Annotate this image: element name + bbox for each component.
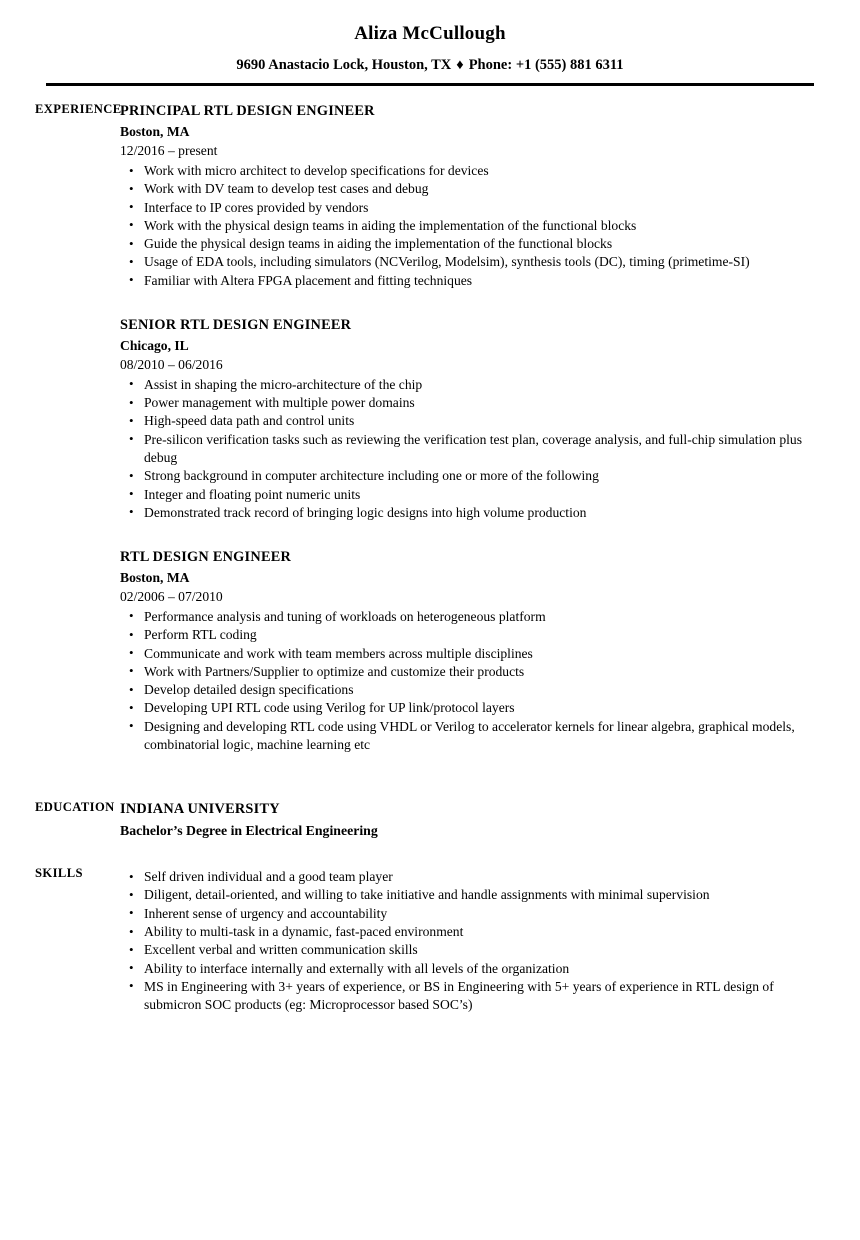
bullet-item: • Power management with multiple power domains [120, 394, 806, 412]
bullet-item: • Develop detailed design specifications [120, 681, 806, 699]
job-bullet-list [120, 376, 806, 522]
bullet-item: • Developing UPI RTL code using Verilog for UP link/protocol layers [120, 699, 806, 717]
section-label-column [0, 866, 120, 881]
bullet-item: • Work with DV team to develop test cases and debug [120, 180, 806, 198]
bullet-item: • Pre-silicon verification tasks such as reviewing the verification test plan, coverage analysis, and full-chip simulation plus debug [120, 431, 806, 468]
section-label-skills: SKILLS [35, 866, 83, 881]
experience-entry [120, 548, 806, 754]
bullet-item: • Usage of EDA tools, including simulators (NCVerilog, Modelsim), synthesis tools (DC), timing (primetime-SI) [120, 253, 806, 271]
bullet-item: • Perform RTL coding [120, 626, 806, 644]
experience-entries [120, 102, 860, 754]
education-entry [120, 800, 806, 840]
job-location: Boston, MA [120, 124, 190, 140]
bullet-item: • Designing and developing RTL code using VHDL or Verilog to accelerator kernels for linear algebra, graphical models, combinatorial logic, machine learning etc [120, 718, 806, 755]
diamond-separator-icon: ♦ [456, 56, 464, 73]
skills-entries [120, 866, 860, 1014]
section-skills [0, 866, 860, 1014]
bullet-item: • Excellent verbal and written communication skills [120, 941, 806, 959]
section-label-column [0, 800, 120, 815]
education-degree: Bachelor’s Degree in Electrical Engineering [120, 822, 378, 838]
education-entries [120, 800, 860, 840]
bullet-item: • Ability to interface internally and externally with all levels of the organization [120, 960, 806, 978]
section-label-education: EDUCATION [35, 800, 115, 815]
section-label-column [0, 102, 120, 117]
bullet-item: • MS in Engineering with 3+ years of experience, or BS in Engineering with 5+ years of experience in RTL design of submicron SOC products (eg: Microprocessor based SOC’s) [120, 978, 806, 1015]
job-location: Chicago, IL [120, 337, 189, 353]
job-bullet-list [120, 608, 806, 754]
bullet-item: • Integer and floating point numeric units [120, 486, 806, 504]
job-dates: 12/2016 – present [120, 143, 218, 159]
resume-body [0, 86, 860, 1014]
job-title: SENIOR RTL DESIGN ENGINEER [120, 316, 352, 333]
bullet-item: • High-speed data path and control units [120, 412, 806, 430]
candidate-name: Aliza McCullough [354, 23, 506, 44]
contact-address: 9690 Anastacio Lock, Houston, TX [236, 56, 452, 73]
job-location: Boston, MA [120, 570, 190, 586]
job-title: PRINCIPAL RTL DESIGN ENGINEER [120, 103, 375, 120]
experience-entry [120, 316, 806, 522]
bullet-item: • Ability to multi-task in a dynamic, fast-paced environment [120, 923, 806, 941]
job-bullet-list [120, 162, 806, 290]
section-label-experience: EXPERIENCE [35, 102, 122, 117]
bullet-item: • Inherent sense of urgency and accountability [120, 905, 806, 923]
bullet-item: • Familiar with Altera FPGA placement and fitting techniques [120, 272, 806, 290]
job-dates: 02/2006 – 07/2010 [120, 589, 223, 605]
skills-bullet-list [120, 868, 806, 1014]
bullet-item: • Interface to IP cores provided by vendors [120, 199, 806, 217]
bullet-item: • Work with the physical design teams in aiding the implementation of the functional blocks [120, 217, 806, 235]
contact-line [0, 57, 860, 74]
education-school: INDIANA UNIVERSITY [120, 801, 280, 818]
bullet-item: • Communicate and work with team members across multiple disciplines [120, 645, 806, 663]
contact-phone: Phone: +1 (555) 881 6311 [468, 56, 624, 73]
bullet-item: • Demonstrated track record of bringing logic designs into high volume production [120, 504, 806, 522]
section-experience [0, 102, 860, 754]
bullet-item: • Assist in shaping the micro-architecture of the chip [120, 376, 806, 394]
bullet-item: • Work with micro architect to develop specifications for devices [120, 162, 806, 180]
job-title: RTL DESIGN ENGINEER [120, 549, 292, 566]
bullet-item: • Diligent, detail-oriented, and willing to take initiative and handle assignments with minimal supervision [120, 886, 806, 904]
section-education [0, 800, 860, 840]
job-dates: 08/2010 – 06/2016 [120, 356, 223, 372]
resume-header [0, 0, 860, 86]
experience-entry [120, 102, 806, 290]
bullet-item: • Strong background in computer architecture including one or more of the following [120, 467, 806, 485]
bullet-item: • Self driven individual and a good team player [120, 868, 806, 886]
bullet-item: • Performance analysis and tuning of workloads on heterogeneous platform [120, 608, 806, 626]
bullet-item: • Guide the physical design teams in aiding the implementation of the functional blocks [120, 235, 806, 253]
bullet-item: • Work with Partners/Supplier to optimize and customize their products [120, 663, 806, 681]
